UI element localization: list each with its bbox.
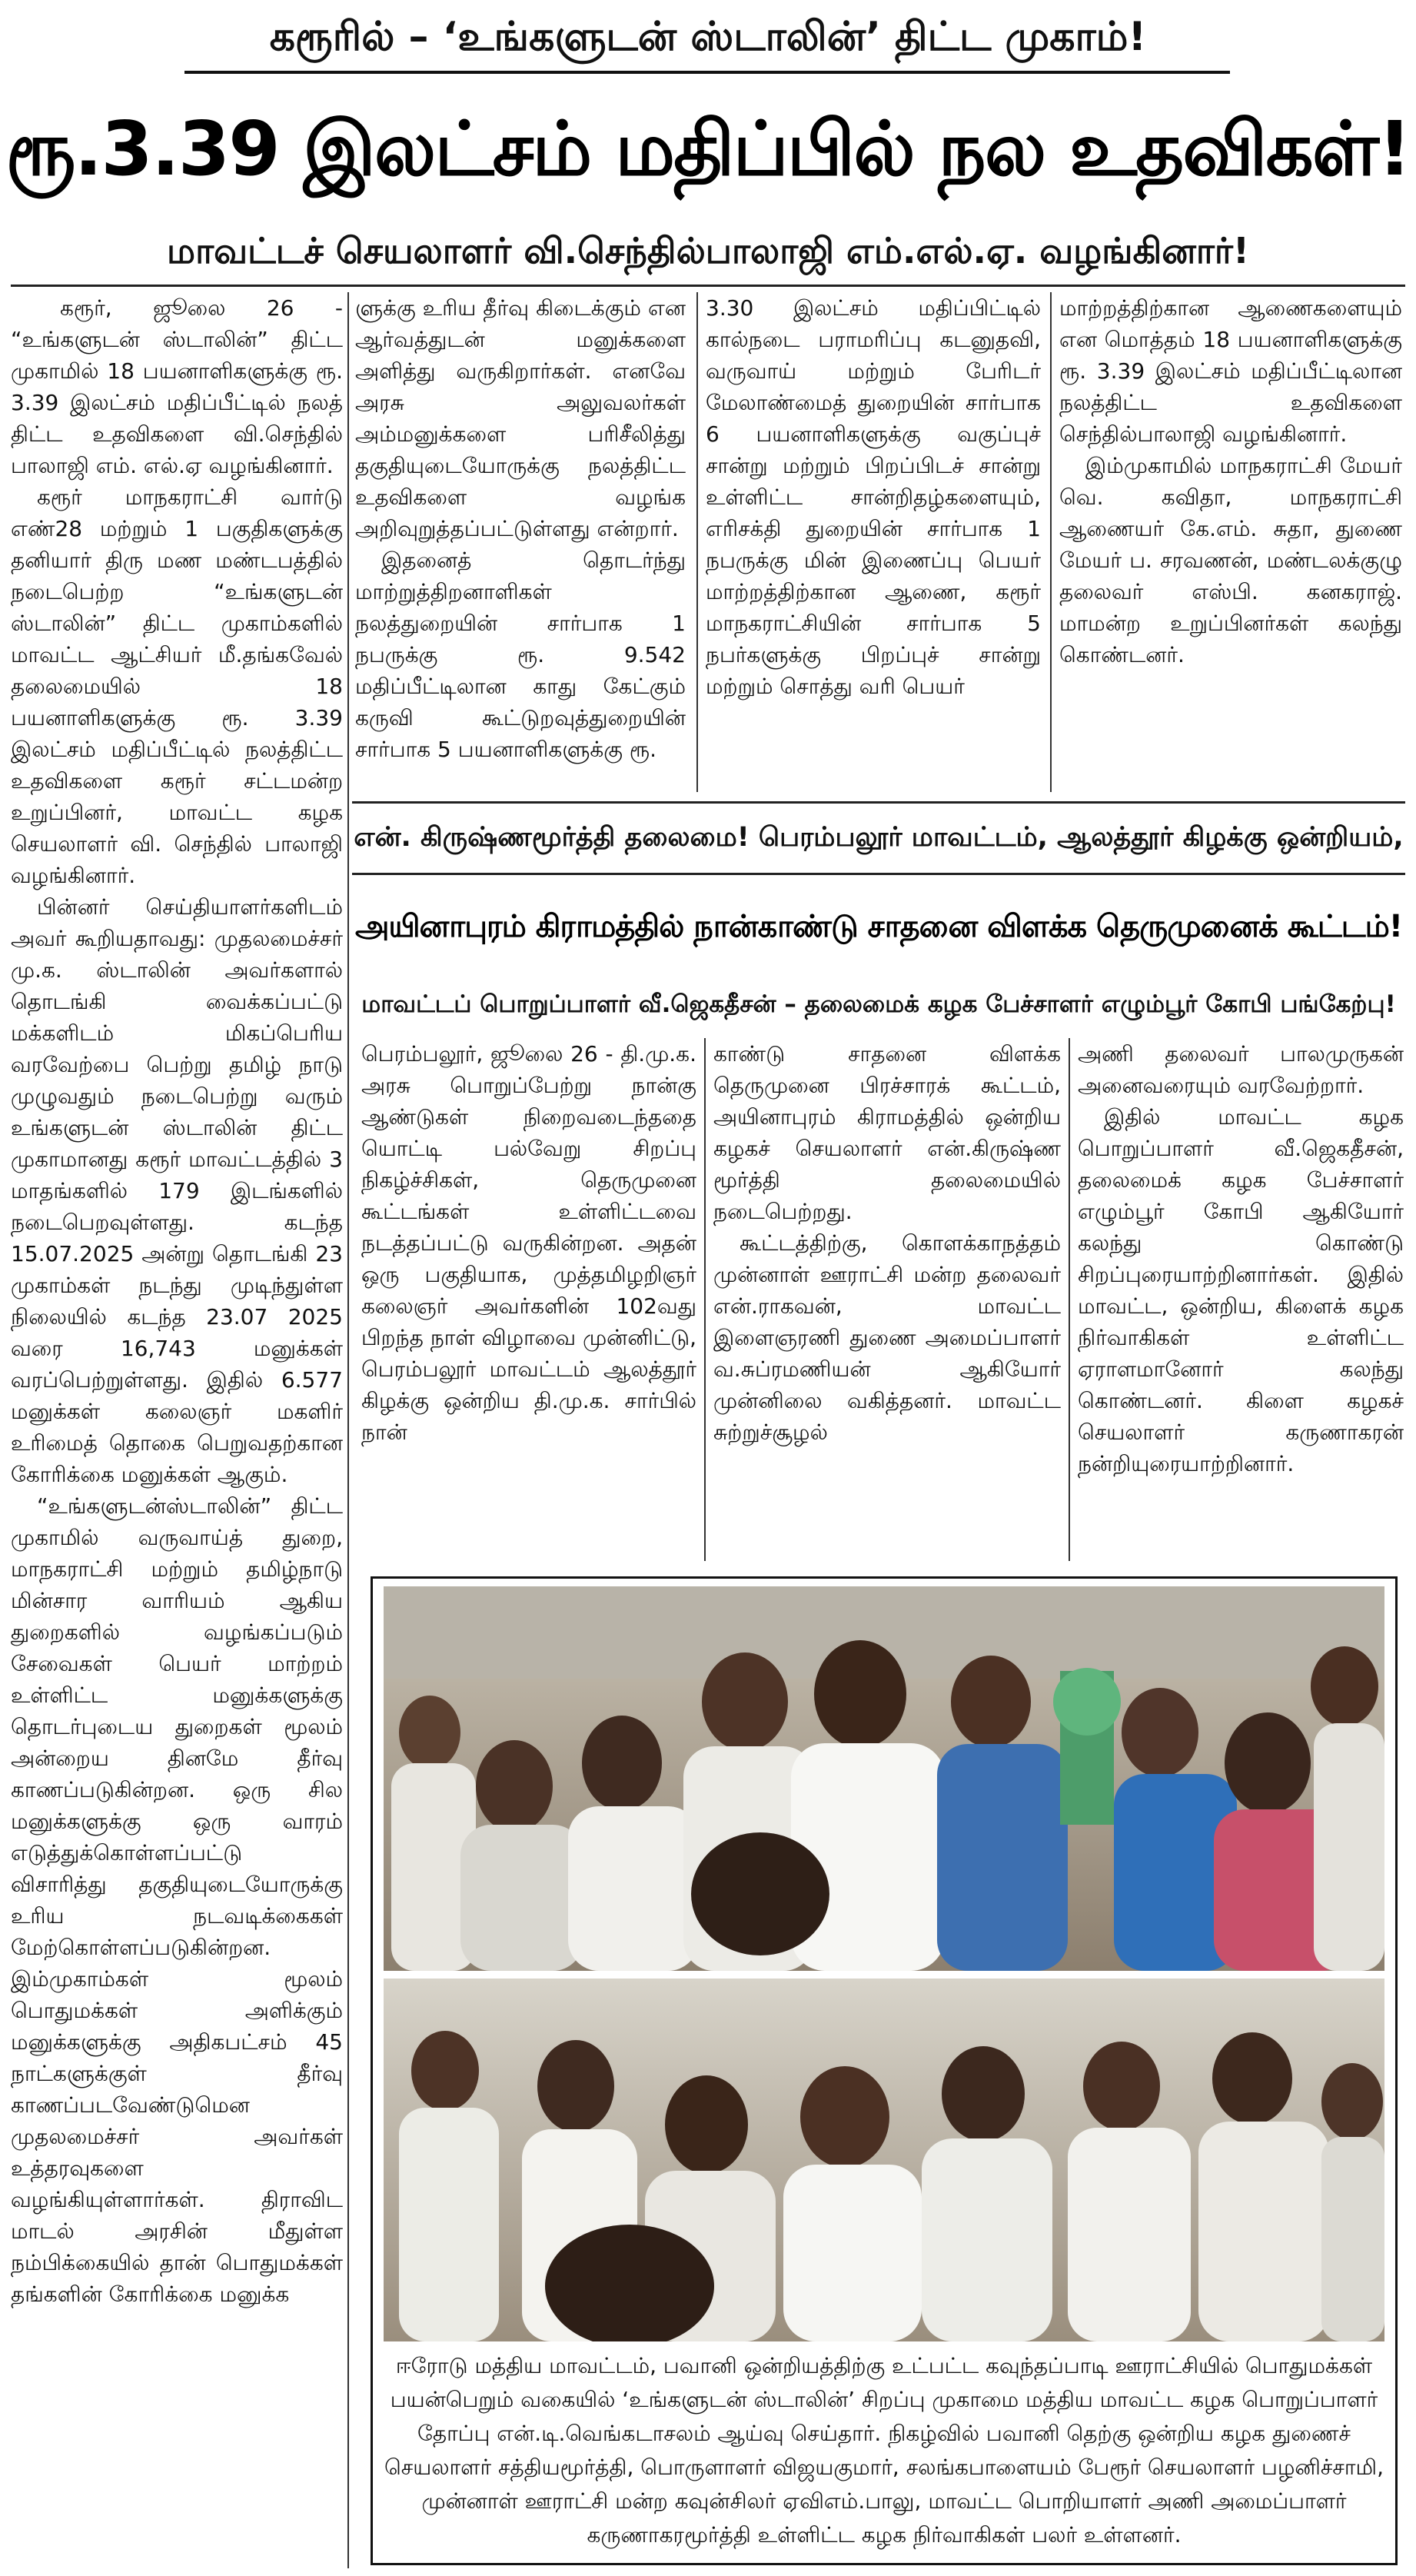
article2-col3-para-1: அணி தலைவர் பாலமுருகன் அனைவரையும் வரவேற்றார். xyxy=(1078,1041,1404,1098)
photo-crowd-illustration xyxy=(384,1586,1384,1971)
photo-caption-line: தோப்பு என்.டி.வெங்கடாசலம் ஆய்வு செய்தார். நிகழ்வில் பவானி தெற்கு ஒன்றிய கழக துணைச் xyxy=(417,2421,1351,2446)
article1-col4-para-2: இம்முகாமில் மாநகராட்சி மேயர் வெ. கவிதா, மாநகராட்சி ஆணையர் கே.எம். சுதா, துணை மேயர் ப. சரவணன், மண்டலக்குழு தலைவர் எஸ்பி. கனகராஜ். மாமன்ற உறுப்பினர்கள் கலந்து கொண்டனர். xyxy=(1059,453,1402,667)
photo-caption-line: பயன்பெறும் வகையில் ‘உங்களுடன் ஸ்டாலின்’ சிறப்பு முகாமை மத்திய மாவட்ட கழக பொறுப்பாளர் xyxy=(390,2387,1378,2412)
article1-col1-para-4: “உங்களுடன்ஸ்டாலின்” திட்ட முகாமில் வருவாய்த் துறை, மாநகராட்சி மற்றும் தமிழ்நாடு மின்சார வாரியம் ஆகிய துறைகளில் வழங்கப்படும் சேவைகள் பெயர் மாற்றம் உள்ளிட்ட மனுக்களுக்கு தொடர்புடைய துறைகள் மூலம் அன்றைய தினமே தீர்வு காணப்படுகின்றன. ஒரு சில மனுக்களுக்கு ஒரு வாரம் எடுத்துக்கொள்ளப்பட்டு விசாரித்து தகுதியுடையோருக்கு உரிய நடவடிக்கைகள் மேற்கொள்ளப்படுகின்றன. இம்முகாம்கள் மூலம் பொதுமக்கள் அளிக்கும் மனுக்களுக்கு அதிகபட்சம் 45 நாட்களுக்குள் தீர்வு காணப்படவேண்டுமென முதலமைச்சர் அவர்கள் உத்தரவுகளை வழங்கியுள்ளார்கள். திராவிட மாடல் அரசின் மீதுள்ள நம்பிக்கையில் தான் பொதுமக்கள் தங்களின் கோரிக்கை மனுக்க xyxy=(11,1493,343,2307)
article2-column-1 xyxy=(361,1038,696,1561)
article1-col3-para-1: 3.30 இலட்சம் மதிப்பிட்டில் கால்நடை பராமரிப்பு கடனுதவி, வருவாய் மற்றும் பேரிடர் மேலாண்மைத் துறையின் சார்பாக 6 பயனாளிகளுக்கு வகுப்புச் சான்று மற்றும் பிறப்பிடச் சான்று உள்ளிட்ட சான்றிதழ்களையும், எரிசக்தி துறையின் சார்பாக 1 நபருக்கு மின் இணைப்பு பெயர் மாற்றத்திற்கான ஆணை, கரூர் மாநகராட்சியின் சார்பாக 5 நபர்களுக்கு பிறப்புச் சான்று மற்றும் சொத்து வரி பெயர் xyxy=(706,295,1041,699)
event-photo-top xyxy=(384,1586,1384,1971)
column-divider xyxy=(1069,1038,1070,1561)
article1-headline: ரூ.3.39 இலட்சம் மதிப்பில் நல உதவிகள்! xyxy=(5,105,1411,192)
article1-col2-para-1: ளுக்கு உரிய தீர்வு கிடைக்கும் என ஆர்வத்துடன் மனுக்களை அளித்து வருகிறார்கள். எனவே அரசு அலுவலர்கள் அம்மனுக்களை பரிசீலித்து தகுதியுடையோருக்கு நலத்திட்ட உதவிகளை வழங்க அறிவுறுத்தப்பட்டுள்ளது என்றார். xyxy=(355,295,686,541)
article1-column-1 xyxy=(11,292,343,2568)
article1-col1-para-3: பின்னர் செய்தியாளர்களிடம் அவர் கூறியதாவது: முதலமைச்சர் மு.க. ஸ்டாலின் அவர்களால் தொடங்கி வைக்கப்பட்டு மக்களிடம் மிகப்பெரிய வரவேற்பை பெற்று தமிழ் நாடு முழுவதும் நடைபெற்று வரும் உங்களுடன் ஸ்டாலின் திட்ட முகாமானது கரூர் மாவட்டத்தில் 3 மாதங்களில் 179 இடங்களில் நடைபெறவுள்ளது. கடந்த 15.07.2025 அன்று தொடங்கி 23 முகாம்கள் நடந்து முடிந்துள்ள நிலையில் கடந்த 23.07 2025 வரை 16,743 மனுக்கள் வரப்பெற்றுள்ளது. இதில் 6.577 மனுக்கள் கலைஞர் மகளிர் உரிமைத் தொகை பெறுவதற்கான கோரிக்கை மனுக்கள் ஆகும். xyxy=(11,894,343,1487)
article2-col2-para-1: காண்டு சாதனை விளக்க தெருமுனை பிரச்சாரக் கூட்டம், அயினாபுரம் கிராமத்தில் ஒன்றிய கழகச் செயலாளர் என்.கிருஷ்ண மூர்த்தி தலைமையில் நடைபெற்றது. xyxy=(713,1041,1061,1224)
article2-col2-para-2: கூட்டத்திற்கு, கொளக்காநத்தம் முன்னாள் ஊராட்சி மன்ற தலைவர் என்.ராகவன், மாவட்ட இளைஞரணி துணை அமைப்பாளர் வ.சுப்ரமணியன் ஆகியோர் முன்னிலை வகித்தனர். மாவட்ட சுற்றுச்சூழல் xyxy=(713,1230,1061,1445)
column-divider xyxy=(347,292,349,2568)
article1-column-4 xyxy=(1059,292,1402,792)
article1-col2-para-2: இதனைத் தொடர்ந்து மாற்றுத்திறனாளிகள் நலத்துறையின் சார்பாக 1 நபருக்கு ரூ. 9.542 மதிப்பீட்டிலான காது கேட்கும் கருவி கூட்டுறவுத்துறையின் சார்பாக 5 பயனாளிகளுக்கு ரூ. xyxy=(355,547,686,762)
photo-caption xyxy=(384,2349,1384,2557)
kicker-underline xyxy=(184,71,1230,74)
photo-caption-line: செயலாளர் சத்தியமூர்த்தி, பொருளாளர் விஜயகுமார், சலங்கபாளையம் பேரூர் செயலாளர் பழனிச்சாமி, xyxy=(384,2455,1384,2480)
photo-caption-line: கருணாகரமூர்த்தி உள்ளிட்ட கழக நிர்வாகிகள் பலர் உள்ளனர். xyxy=(587,2522,1182,2548)
column-divider xyxy=(696,292,698,792)
article1-column-2 xyxy=(355,292,686,792)
article1-column-3 xyxy=(706,292,1041,792)
photo-caption-line: முன்னாள் ஊராட்சி மன்ற கவுன்சிலர் ஏவிஎம்.பாலு, மாவட்ட பொறியாளர் அணி அமைப்பாளர் xyxy=(421,2488,1347,2514)
photo-crowd-illustration xyxy=(384,1979,1384,2341)
article2-column-3 xyxy=(1078,1038,1404,1561)
header-divider xyxy=(11,285,1405,287)
column-divider xyxy=(1050,292,1052,792)
article1-col1-para-1: கரூர், ஜூலை 26 - “உங்களுடன் ஸ்டாலின்” திட்ட முகாமில் 18 பயனாளிகளுக்கு ரூ. 3.39 இலட்சம் மதிப்பீட்டில் நலத் திட்ட உதவிகளை வி.செந்தில் பாலாஜி எம். எல்.ஏ வழங்கினார். xyxy=(11,295,343,478)
article2-column-2 xyxy=(713,1038,1061,1561)
article1-col1-para-2: கரூர் மாநகராட்சி வார்டு எண்28 மற்றும் 1 பகுதிகளுக்கு தனியார் திரு மண மண்டபத்தில் நடைபெற்ற “உங்களுடன் ஸ்டாலின்” திட்ட முகாம்களில் மாவட்ட ஆட்சியர் மீ.தங்கவேல் தலைமையில் 18 பயனாளிகளுக்கு ரூ. 3.39 இலட்சம் மதிப்பீட்டில் நலத்திட்ட உதவிகளை கரூர் சட்டமன்ற உறுப்பினர், மாவட்ட கழக செயலாளர் வி. செந்தில் பாலாஜி வழங்கினார். xyxy=(11,484,343,888)
article1-subhead: மாவட்டச் செயலாளர் வி.செந்தில்பாலாஜி எம்.எல்.ஏ. வழங்கினார்! xyxy=(167,230,1249,271)
article2-subhead: மாவட்டப் பொறுப்பாளர் வீ.ஜெகதீசன் – தலைமைக் கழக பேச்சாளர் எழும்பூர் கோபி பங்கேற்பு! xyxy=(361,990,1396,1018)
event-photo-bottom xyxy=(384,1979,1384,2341)
article2-kicker: என். கிருஷ்ணமூர்த்தி தலைமை! பெரம்பலூர் மாவட்டம், ஆலத்தூர் கிழக்கு ஒன்றியம், xyxy=(354,822,1404,853)
column-divider xyxy=(704,1038,706,1561)
article2-col1-para-1: பெரம்பலூர், ஜூலை 26 - தி.மு.க. அரசு பொறுப்பேற்று நான்கு ஆண்டுகள் நிறைவடைந்ததை யொட்டி பல்வேறு சிறப்பு நிகழ்ச்சிகள், தெருமுனை கூட்டங்கள் உள்ளிட்டவை நடத்தப்பட்டு வருகின்றன. அதன் ஒரு பகுதியாக, முத்தமிழறிஞர் கலைஞர் அவர்களின் 102வது பிறந்த நாள் விழாவை முன்னிட்டு, பெரம்பலூர் மாவட்டம் ஆலத்தூர் கிழக்கு ஒன்றிய தி.மு.க. சார்பில் நான் xyxy=(361,1041,696,1445)
article1-kicker: கரூரில் – ‘உங்களுடன் ஸ்டாலின்’ திட்ட முகாம்! xyxy=(269,14,1147,60)
article2-headline: அயினாபுரம் கிராமத்தில் நான்காண்டு சாதனை விளக்க தெருமுனைக் கூட்டம்! xyxy=(355,909,1402,944)
article1-col4-para-1: மாற்றத்திற்கான ஆணைகளையும் என மொத்தம் 18 பயனாளிகளுக்கு ரூ. 3.39 இலட்சம் மதிப்பீட்டிலான நலத்திட்ட உதவிகளை செந்தில்பாலாஜி வழங்கினார். xyxy=(1059,295,1402,447)
photo-frame xyxy=(371,1576,1398,2565)
article2-col3-para-2: இதில் மாவட்ட கழக பொறுப்பாளர் வீ.ஜெகதீசன், தலைமைக் கழக பேச்சாளர் எழும்பூர் கோபி ஆகியோர் கலந்து கொண்டு சிறப்புரையாற்றினார்கள். இதில் மாவட்ட, ஒன்றிய, கிளைக் கழக நிர்வாகிகள் உள்ளிட்ட ஏராளமானோர் கலந்து கொண்டனர். கிளை கழகச் செயலாளர் கருணாகரன் நன்றியுரையாற்றினார். xyxy=(1078,1104,1404,1476)
photo-caption-line: ஈரோடு மத்திய மாவட்டம், பவானி ஒன்றியத்திற்கு உட்பட்ட கவுந்தப்பாடி ஊராட்சியில் பொதுமக்கள் xyxy=(395,2353,1373,2378)
